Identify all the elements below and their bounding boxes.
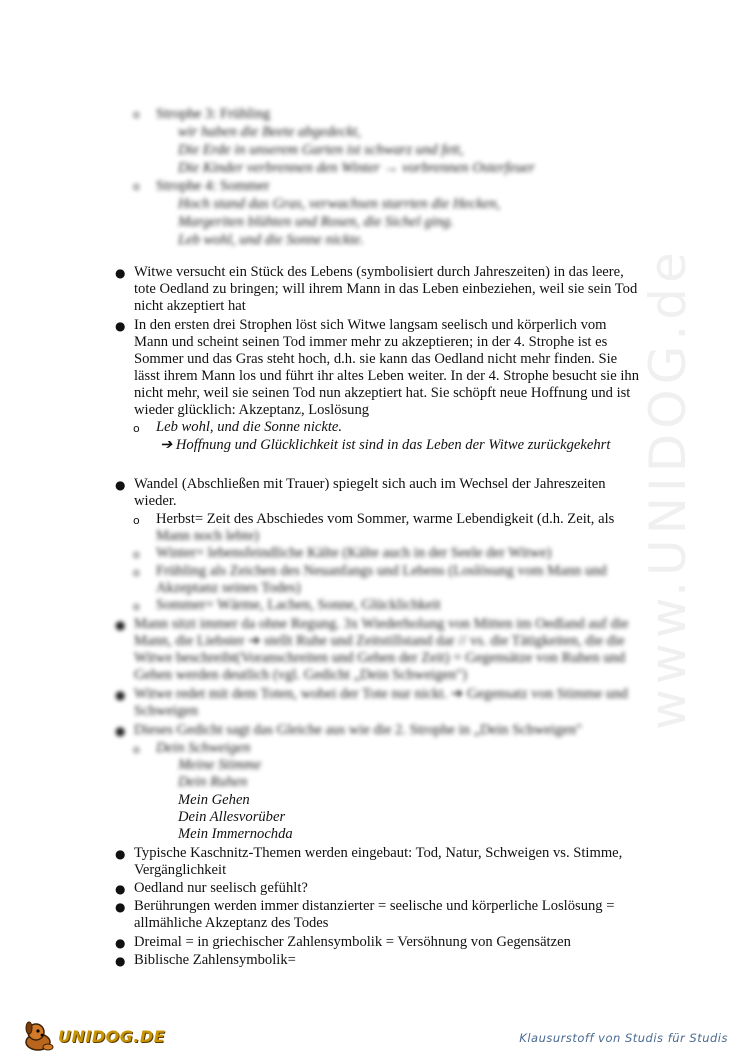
footer-tagline: Klausurstoff von Studis für Studis [519, 1031, 728, 1045]
bullet-point: ● [115, 724, 126, 738]
circle-bullet: o [133, 180, 140, 193]
bullet-point: ● [115, 688, 126, 702]
bullet-text: nicht akzeptiert hat [134, 298, 246, 314]
bullet-text: Mann und scheint seinen Tod immer mehr zu akzeptieren; in der 4. Strophe ist es [134, 334, 608, 350]
bullet-text: lässt ihrem Mann los und führt ihr altes Leben weiter. In der 4. Strophe besucht sie ihn [134, 368, 639, 384]
bullet-text: Dreimal = in griechischer Zahlensymbolik = Versöhnung von Gegensätzen [134, 934, 571, 950]
bullet-point: ● [115, 954, 126, 968]
bullet-point: ● [115, 936, 126, 950]
bullet-point: ● [115, 618, 126, 632]
bullet-text: Mann, die Liebster ➔ stellt Ruhe und Zeitstillstand dar // vs. die Tätigkeiten, die die [134, 633, 625, 649]
unidog-logo[interactable] [20, 1020, 166, 1052]
bullet-text: Witwe beschreibt(Voranschreiten und Gehen der Zeit) = Gegensätze von Ruhen und [134, 650, 626, 666]
bullet-text: wieder. [134, 493, 177, 509]
dog-mascot-icon [20, 1020, 60, 1052]
bullet-text: Gehen werden deutlich (vgl. Gedicht „Dein Schweigen") [134, 667, 467, 683]
quote-line: Mein Gehen [178, 792, 250, 808]
bullet-point: ● [115, 266, 126, 280]
strophe-4-line: Hoch stand das Gras, verwachsen starrten die Hecken, [178, 196, 501, 212]
bullet-text: In den ersten drei Strophen löst sich Witwe langsam seelisch und körperlich vom [134, 317, 607, 333]
circle-bullet: o [133, 566, 140, 579]
watermark-text: www.UNIDOG.de [639, 247, 697, 730]
sub-item-text: Dein Schweigen [156, 740, 251, 756]
circle-bullet: o [133, 548, 140, 561]
quote-line: Mein Immernochda [178, 826, 293, 842]
bullet-text: Berührungen werden immer distanzierter = seelische und körperliche Loslösung = [134, 898, 615, 914]
bullet-text: Schweigen [134, 703, 199, 719]
bullet-text: Oedland nur seelisch gefühlt? [134, 880, 308, 896]
circle-bullet: o [133, 743, 140, 756]
circle-bullet: o [133, 108, 140, 121]
bullet-text: Sommer und das Gras steht hoch, d.h. sie kann das Oedland nicht mehr finden. Sie [134, 351, 618, 367]
sub-item-text: Winter= lebensfeindliche Kälte (Kälte auch in der Seele der Witwe) [156, 545, 552, 561]
bullet-point: ● [115, 319, 126, 333]
strophe-3-line: Die Kinder verbrennen den Winter → vorbrennen Osterfeuer [178, 160, 535, 176]
quote-line: Meine Stimme [178, 757, 262, 773]
quote-text: Leb wohl, und die Sonne nickte. [156, 419, 343, 435]
sub-item-text: Mann noch lebte) [156, 528, 259, 544]
bullet-point: ● [115, 478, 126, 492]
quote-line: Dein Allesvorüber [178, 809, 286, 825]
bullet-point: ● [115, 900, 126, 914]
sub-item-text: Akzeptanz seines Todes) [156, 580, 301, 596]
bullet-text: Biblische Zahlensymbolik= [134, 952, 296, 968]
circle-bullet: o [133, 514, 140, 527]
strophe-4-line: Leb wohl, und die Sonne nickte. [178, 232, 365, 248]
bullet-text: nicht mehr, weil sie seinen Tod nun akzeptiert hat. Sie schöpft neue Hoffnung und ist [134, 385, 631, 401]
strophe-3-line: wir haben die Beete abgedeckt, [178, 124, 361, 140]
bullet-text: Mann sitzt immer da ohne Regung. 3x Wiederholung von Mitten im Oedland auf die [134, 616, 629, 632]
sub-item-text: Herbst= Zeit des Abschiedes vom Sommer, warme Lebendigkeit (d.h. Zeit, als [156, 511, 615, 527]
bullet-text: Witwe redet mit dem Toten, wobei der Tote nur nickt. ➔ Gegensatz von Stimme und [134, 686, 628, 702]
circle-bullet: o [133, 422, 140, 435]
bullet-point: ● [115, 882, 126, 896]
bullet-text: wieder glücklich: Akzeptanz, Loslösung [134, 402, 370, 418]
bullet-point: ● [115, 847, 126, 861]
bullet-text: tote Oedland zu bringen; will ihrem Mann in das Leben einbeziehen, weil sie sein Tod [134, 281, 638, 297]
bullet-text: Wandel (Abschließen mit Trauer) spiegelt sich auch im Wechsel der Jahreszeiten [134, 476, 606, 492]
arrow-conclusion: ➔ Hoffnung und Glücklichkeit ist sind in das Leben der Witwe zurückgekehrt [160, 437, 611, 453]
circle-bullet: o [133, 600, 140, 613]
sub-item-text: Frühling als Zeichen des Neuanfangs und Lebens (Loslösung vom Mann und [156, 563, 607, 579]
sub-item-text: Sommer= Wärme, Lachen, Sonne, Glücklichkeit [156, 597, 441, 613]
logo-text: UNIDOG.DE [58, 1027, 166, 1046]
bullet-text: Typische Kaschnitz-Themen werden eingebaut: Tod, Natur, Schweigen vs. Stimme, [134, 845, 623, 861]
bullet-text: Dieses Gedicht sagt das Gleiche aus wie die 2. Strophe in „Dein Schweigen" [134, 722, 583, 738]
strophe-4-line: Margeriten blühten und Rosen, die Sichel ging. [178, 214, 454, 230]
bullet-text: Witwe versucht ein Stück des Lebens (symbolisiert durch Jahreszeiten) in das leere, [134, 264, 624, 280]
strophe-3-heading: Strophe 3: Frühling [156, 106, 271, 122]
bullet-text: Vergänglichkeit [134, 862, 227, 878]
strophe-4-heading: Strophe 4: Sommer [156, 178, 270, 194]
bullet-text: allmähliche Akzeptanz des Todes [134, 915, 329, 931]
quote-line: Dein Ruhen [178, 774, 248, 790]
strophe-3-line: Die Erde in unserem Garten ist schwarz und fett, [178, 142, 464, 158]
